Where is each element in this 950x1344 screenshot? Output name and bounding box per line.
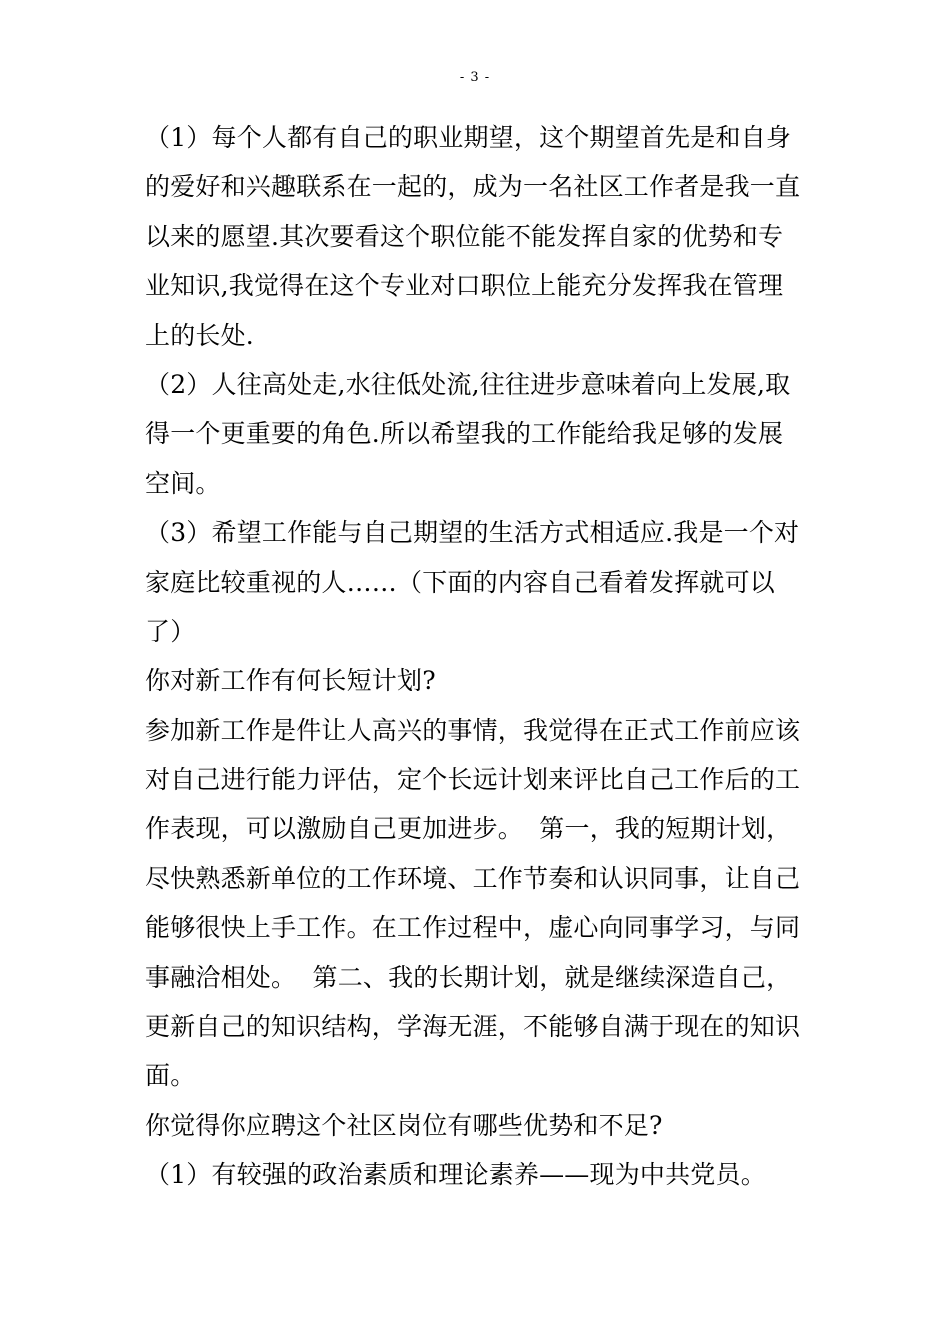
text-line: 的爱好和兴趣联系在一起的，成为一名社区工作者是我一直 bbox=[145, 172, 801, 202]
text-line: 作表现，可以激励自己更加进步。 第一，我的短期计划， bbox=[145, 814, 792, 844]
page-number: - 3 - bbox=[459, 70, 491, 85]
text-line: （1）每个人都有自己的职业期望，这个期望首先是和自身 bbox=[145, 123, 792, 152]
text-line: 空间。 bbox=[145, 468, 221, 498]
text-line: （2）人往高处走,水往低处流,往往进步意味着向上发展,取 bbox=[145, 369, 791, 399]
text-line: 事融洽相处。 第二、我的长期计划，就是继续深造自己， bbox=[145, 962, 792, 992]
text-line: 上的长处. bbox=[145, 320, 254, 350]
text-line: 以来的愿望.其次要看这个职位能不能发挥自家的优势和专 bbox=[145, 221, 784, 251]
text-line: 对自己进行能力评估，定个长远计划来评比自己工作后的工 bbox=[145, 765, 801, 795]
text-line: 了） bbox=[145, 616, 196, 646]
text-line: 面。 bbox=[145, 1061, 196, 1091]
document-body bbox=[145, 113, 810, 1200]
text-line: （1）有较强的政治素质和理论素养——现为中共党员。 bbox=[145, 1160, 766, 1190]
text-line: 能够很快上手工作。在工作过程中，虚心向同事学习，与同 bbox=[145, 913, 801, 943]
text-line: 尽快熟悉新单位的工作环境、工作节奏和认识同事，让自己 bbox=[145, 863, 801, 893]
question-heading: 你对新工作有何长短计划? bbox=[145, 666, 436, 696]
text-line: （3）希望工作能与自己期望的生活方式相适应.我是一个对 bbox=[145, 518, 800, 548]
text-line: 业知识,我觉得在这个专业对口职位上能充分发挥我在管理 bbox=[145, 271, 784, 301]
text-line: 更新自己的知识结构，学海无涯，不能够自满于现在的知识 bbox=[145, 1012, 801, 1042]
text-line: 参加新工作是件让人高兴的事情，我觉得在正式工作前应该 bbox=[145, 715, 801, 745]
text-line: 得一个更重要的角色.所以希望我的工作能给我足够的发展 bbox=[145, 419, 784, 449]
text-line: 家庭比较重视的人……（下面的内容自己看着发挥就可以 bbox=[145, 567, 776, 597]
question-heading: 你觉得你应聘这个社区岗位有哪些优势和不足? bbox=[145, 1110, 663, 1140]
